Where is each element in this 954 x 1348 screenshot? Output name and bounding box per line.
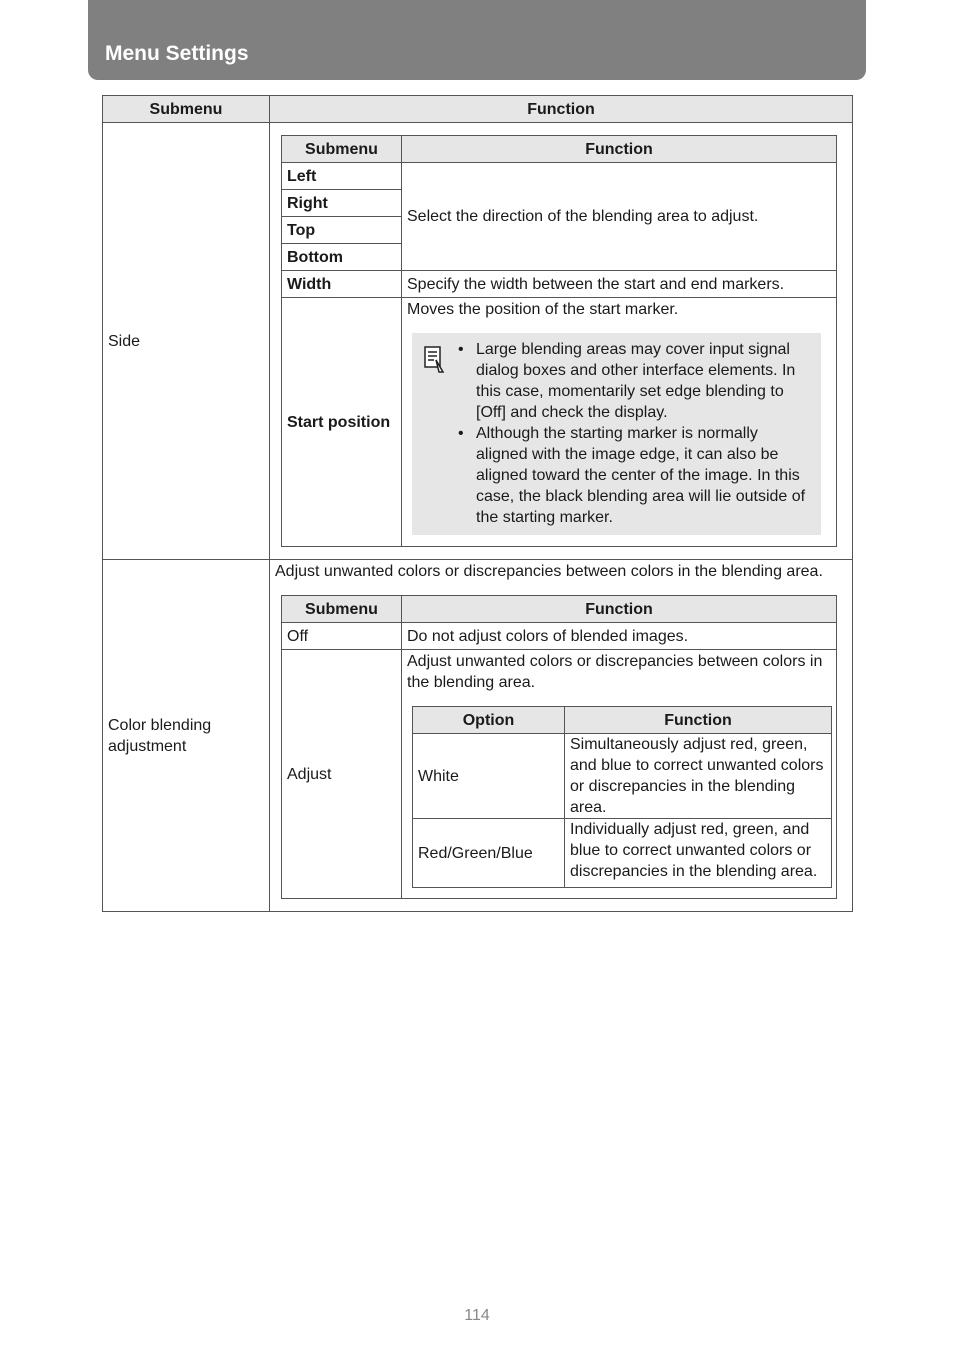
sub-header-function: Function	[402, 136, 837, 163]
submenu-start-position: Start position	[282, 298, 402, 547]
option-white: White	[413, 734, 565, 819]
table-row	[103, 123, 853, 560]
color-submenu-table	[281, 595, 837, 899]
page-title: Menu Settings	[105, 42, 249, 65]
note-item: • Large blending areas may cover input signal dialog boxes and other interface elements. In this case, momentarily set edge blending to [Off] and check the display.	[456, 339, 813, 423]
color-function-cell	[270, 560, 853, 912]
column-header-submenu: Submenu	[103, 96, 270, 123]
direction-description: Select the direction of the blending area to adjust.	[402, 163, 837, 271]
option-rgb-description: Individually adjust red, green, and blue to correct unwanted colors or discrepancies in the blending area.	[565, 819, 832, 888]
memo-icon	[422, 345, 446, 375]
submenu-top: Top	[282, 217, 402, 244]
submenu-bottom: Bottom	[282, 244, 402, 271]
option-rgb: Red/Green/Blue	[413, 819, 565, 888]
note-list	[456, 339, 813, 528]
submenu-off: Off	[282, 623, 402, 650]
table-header-row	[103, 96, 853, 123]
submenu-width: Width	[282, 271, 402, 298]
sub-header-function: Function	[402, 596, 837, 623]
adjust-description: Adjust unwanted colors or discrepancies between colors in the blending area.	[407, 653, 823, 691]
option-white-description: Simultaneously adjust red, green, and blue to correct unwanted colors or discrepancies in the blending area.	[565, 734, 832, 819]
page-header	[88, 0, 866, 80]
side-function-cell	[270, 123, 853, 560]
start-position-description: Moves the position of the start marker.	[407, 301, 679, 318]
submenu-right: Right	[282, 190, 402, 217]
menu-settings-table	[102, 95, 853, 912]
option-header-option: Option	[413, 707, 565, 734]
table-row	[103, 560, 853, 912]
note-item: • Although the starting marker is normally aligned with the image edge, it can also be aligned toward the center of the image. In this case, the black blending area will lie outside of the starting marker.	[456, 423, 813, 528]
off-description: Do not adjust colors of blended images.	[402, 623, 837, 650]
note-box	[412, 333, 821, 535]
color-intro: Adjust unwanted colors or discrepancies between colors in the blending area.	[275, 563, 823, 580]
column-header-function: Function	[270, 96, 853, 123]
submenu-adjust: Adjust	[282, 650, 402, 899]
start-position-cell	[402, 298, 837, 547]
page-number: 114	[464, 1307, 490, 1324]
row-label-color-blending: Color blending adjustment	[103, 560, 270, 912]
width-description: Specify the width between the start and end markers.	[402, 271, 837, 298]
sub-header-submenu: Submenu	[282, 136, 402, 163]
row-label-side: Side	[103, 123, 270, 560]
side-submenu-table	[281, 135, 837, 547]
adjust-cell	[402, 650, 837, 899]
option-header-function: Function	[565, 707, 832, 734]
option-table	[412, 706, 832, 888]
sub-header-submenu: Submenu	[282, 596, 402, 623]
submenu-left: Left	[282, 163, 402, 190]
